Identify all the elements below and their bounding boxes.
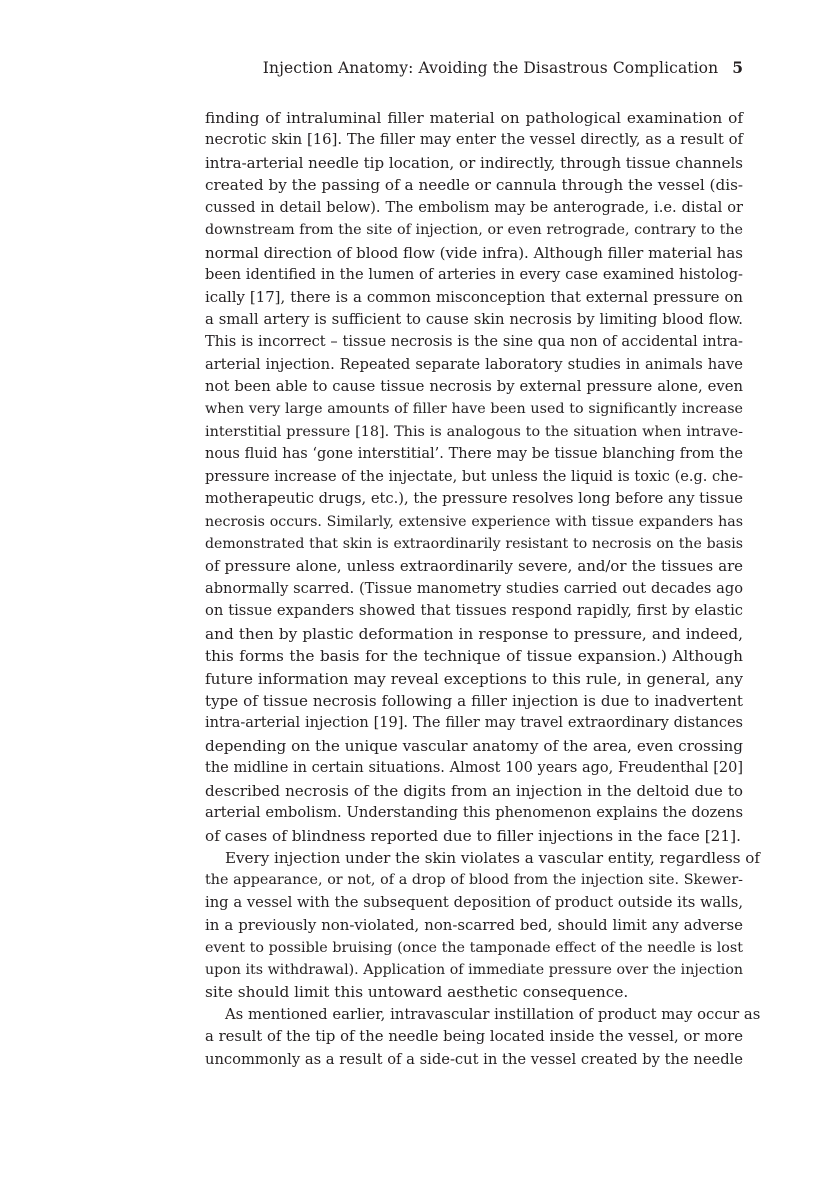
text-line: ically [17], there is a common misconception that external pressure on: [205, 288, 743, 307]
text-line: uncommonly as a result of a side-cut in the vessel created by the needle: [205, 1050, 743, 1068]
text-line: in a previously non-violated, non-scarred bed, should limit any adverse: [205, 916, 743, 935]
text-line: been identified in the lumen of arteries in every case examined histolog-: [205, 265, 743, 283]
text-line: described necrosis of the digits from an injection in the deltoid due to: [205, 781, 743, 800]
text-line: this forms the basis for the technique of tissue expansion.) Although: [205, 647, 743, 666]
text-line: on tissue expanders showed that tissues respond rapidly, first by elastic: [205, 602, 743, 620]
text-line: pressure increase of the injectate, but unless the liquid is toxic (e.g. che-: [205, 468, 743, 485]
text-line: necrosis occurs. Similarly, extensive experience with tissue expanders has: [205, 513, 743, 530]
text-line: of pressure alone, unless extraordinarily severe, and/or the tissues are: [205, 557, 743, 576]
text-line: the midline in certain situations. Almost 100 years ago, Freudenthal [20]: [205, 760, 743, 777]
text-line: site should limit this untoward aesthetic consequence.: [205, 983, 629, 1002]
page-number: 5: [732, 58, 743, 77]
text-line: of cases of blindness reported due to filler injections in the face [21].: [205, 826, 741, 845]
text-line: not been able to cause tissue necrosis by external pressure alone, even: [205, 378, 743, 396]
text-line: event to possible bruising (once the tamponade effect of the needle is lost: [205, 939, 743, 956]
text-line: downstream from the site of injection, or even retrograde, contrary to the: [205, 222, 743, 239]
text-line: intra-arterial injection [19]. The filler may travel extraordinary distances: [205, 715, 743, 732]
body-text: [205, 107, 761, 1071]
text-line: when very large amounts of filler have been used to significantly increase: [205, 401, 743, 418]
text-line: interstitial pressure [18]. This is analogous to the situation when intrave-: [205, 423, 743, 440]
text-line: necrotic skin [16]. The filler may enter the vessel directly, as a result of: [205, 131, 743, 149]
text-line: finding of intraluminal filler material on pathological examination of: [205, 109, 743, 127]
text-line: arterial embolism. Understanding this phenomenon explains the dozens: [205, 804, 743, 822]
paragraph: [205, 1004, 761, 1071]
text-line: ing a vessel with the subsequent deposition of product outside its walls,: [205, 893, 743, 911]
text-line: the appearance, or not, of a drop of blood from the injection site. Skewer-: [205, 872, 743, 889]
text-line: and then by plastic deformation in response to pressure, and indeed,: [205, 624, 743, 643]
text-line: created by the passing of a needle or cannula through the vessel (dis-: [205, 176, 743, 195]
text-line: depending on the unique vascular anatomy of the area, even crossing: [205, 736, 743, 755]
text-line: normal direction of blood flow (vide infra). Although filler material has: [205, 243, 743, 262]
text-line: a result of the tip of the needle being located inside the vessel, or more: [205, 1028, 743, 1046]
running-head: [263, 58, 743, 78]
text-line: future information may reveal exceptions to this rule, in general, any: [205, 669, 743, 688]
text-line: cussed in detail below). The embolism may be anterograde, i.e. distal or: [205, 198, 743, 216]
text-line: abnormally scarred. (Tissue manometry studies carried out decades ago: [205, 579, 743, 597]
text-line: intra-arterial needle tip location, or indirectly, through tissue channels: [205, 153, 743, 172]
text-line: This is incorrect – tissue necrosis is the sine qua non of accidental intra-: [205, 333, 743, 351]
text-line: Every injection under the skin violates a vascular entity, regardless of: [225, 848, 760, 867]
text-line: upon its withdrawal). Application of immediate pressure over the injection: [205, 962, 743, 979]
paragraph: [205, 847, 760, 1004]
text-line: demonstrated that skin is extraordinarily resistant to necrosis on the basis: [205, 536, 743, 553]
paragraph: [205, 107, 743, 847]
text-line: nous fluid has ‘gone interstitial’. There may be tissue blanching from the: [205, 446, 743, 463]
text-line: motherapeutic drugs, etc.), the pressure resolves long before any tissue: [205, 490, 743, 508]
text-line: As mentioned earlier, intravascular instillation of product may occur as: [225, 1005, 761, 1023]
text-line: type of tissue necrosis following a filler injection is due to inadvertent: [205, 691, 743, 710]
text-line: arterial injection. Repeated separate laboratory studies in animals have: [205, 355, 743, 373]
text-line: a small artery is sufficient to cause skin necrosis by limiting blood flow.: [205, 310, 743, 328]
running-title: Injection Anatomy: Avoiding the Disastrous Complication: [262, 59, 719, 77]
